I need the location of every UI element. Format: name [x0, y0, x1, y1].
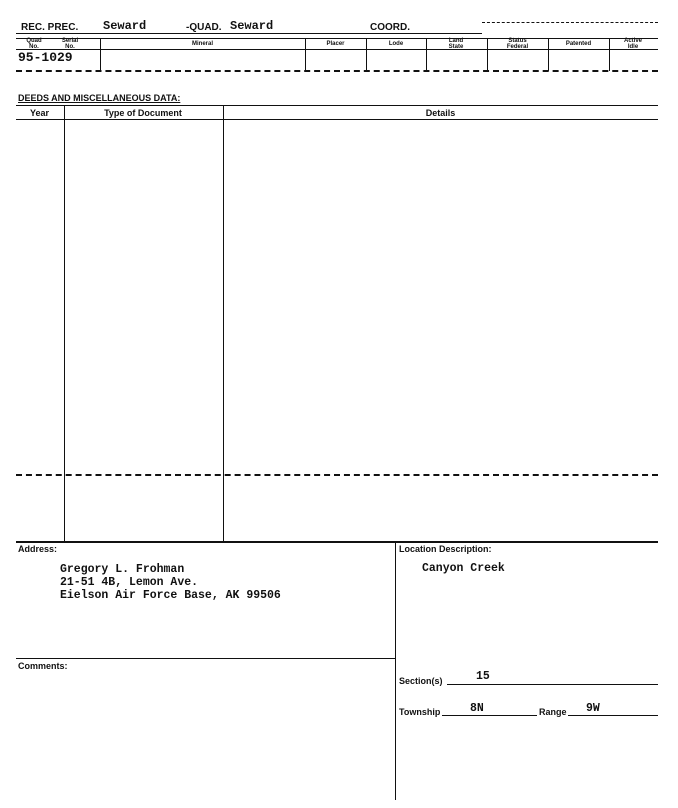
township-underline: [442, 715, 537, 716]
address-location-divider: [395, 542, 396, 800]
header-rule: [16, 33, 482, 34]
rec-prec-value[interactable]: Seward: [103, 19, 147, 33]
deeds-section-title: DEEDS AND MISCELLANEOUS DATA:: [18, 93, 181, 103]
col-header-active-idle: Active Idle: [623, 38, 642, 50]
township-label: Township: [399, 707, 441, 717]
col-header-placer: Placer: [326, 41, 345, 47]
col-divider: [609, 38, 610, 71]
location-description-value[interactable]: Canyon Creek: [422, 562, 505, 575]
col-header-lode: Lode: [388, 41, 404, 47]
address-label: Address:: [18, 544, 58, 554]
address-line-3: Eielson Air Force Base, AK 99506: [60, 589, 281, 602]
sections-underline: [447, 684, 658, 685]
range-label: Range: [539, 707, 567, 717]
range-value[interactable]: 9W: [586, 702, 600, 715]
col-divider: [487, 38, 488, 71]
sections-value[interactable]: 15: [476, 670, 490, 683]
deeds-dashed-rule: [16, 474, 658, 476]
deeds-col-divider: [64, 105, 65, 542]
col-header-mineral: Mineral: [191, 41, 213, 47]
address-value[interactable]: [60, 563, 281, 602]
address-line-1: Gregory L. Frohman: [60, 563, 185, 576]
claim-table-top-rule: [16, 38, 658, 39]
quad-serial-value[interactable]: 95-1029: [18, 50, 73, 65]
comments-label: Comments:: [18, 661, 68, 671]
sections-label: Section(s): [399, 676, 443, 686]
address-line-2: 21-51 4B, Lemon Ave.: [60, 576, 199, 589]
col-divider: [426, 38, 427, 71]
quad-value[interactable]: Seward: [230, 19, 274, 33]
deeds-header-rule: [16, 119, 658, 120]
location-description-label: Location Description:: [399, 544, 492, 554]
deeds-col-divider: [223, 105, 224, 542]
address-comments-rule: [16, 658, 395, 659]
quad-label: -QUAD.: [186, 22, 222, 33]
col-header-patented: Patented: [565, 41, 592, 47]
rec-prec-label: REC. PREC.: [21, 22, 79, 33]
col-header-serial-no: Serial No.: [61, 38, 79, 50]
deeds-col-year: Year: [29, 108, 50, 118]
deeds-col-type-of-document: Type of Document: [104, 108, 182, 118]
coord-label: COORD.: [370, 22, 410, 33]
claim-table-bottom-rule: [16, 70, 658, 72]
col-header-status-federal: Status Federal: [506, 38, 529, 50]
township-value[interactable]: 8N: [470, 702, 484, 715]
range-underline: [568, 715, 658, 716]
header-dashed-rule: [482, 22, 658, 23]
deeds-col-details: Details: [425, 108, 456, 118]
col-header-land-state: Land State: [448, 38, 464, 50]
deeds-bottom-rule: [16, 541, 658, 543]
deeds-top-rule: [16, 105, 658, 106]
col-header-quad-no: Quad No.: [26, 38, 42, 50]
claim-table-header-rule: [16, 49, 658, 50]
